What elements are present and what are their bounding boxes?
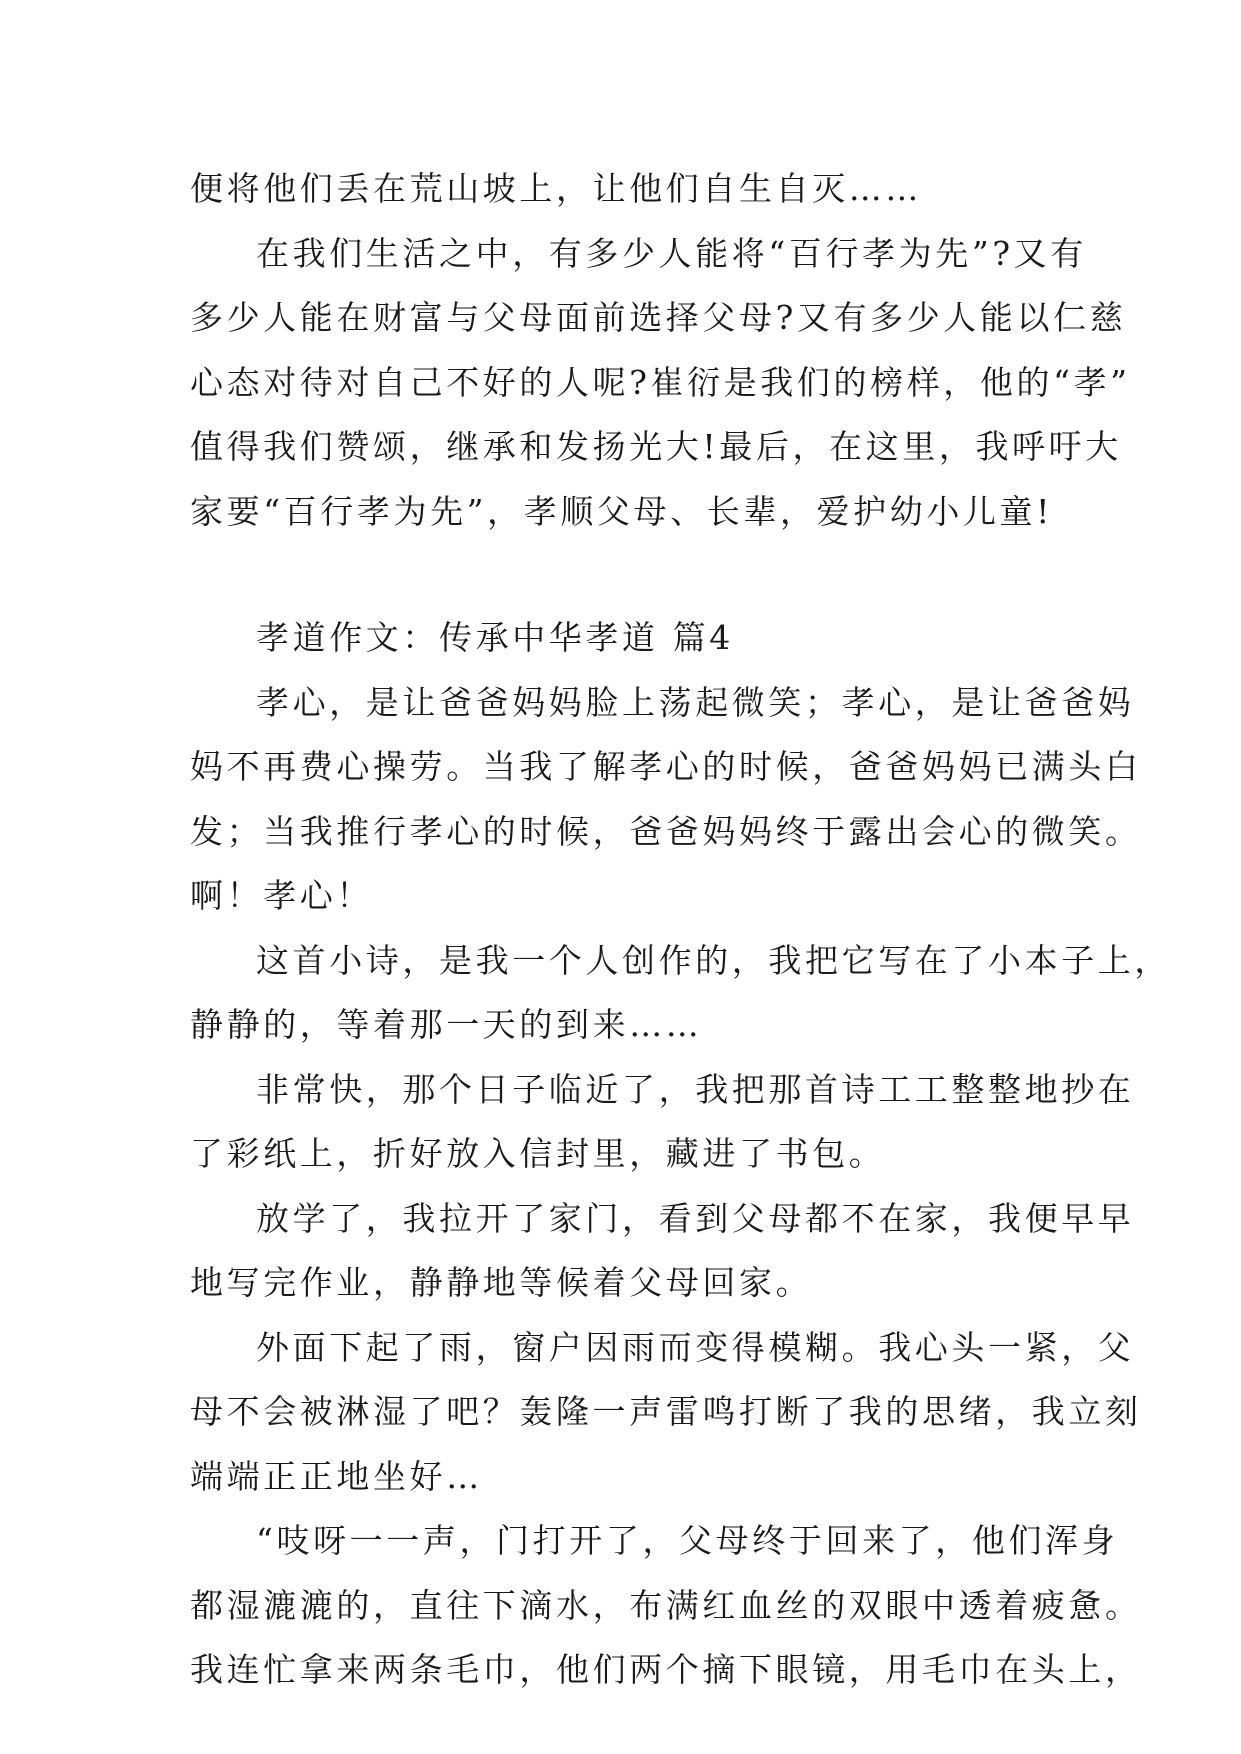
text-line: “吱呀一一声，门打开了，父母终于回来了，他们浑身 <box>256 1521 1119 1560</box>
text-line: 心态对待对自己不好的人呢?崔衍是我们的榜样，他的“孝” <box>190 362 1131 402</box>
text-line: 非常快，那个日子临近了，我把那首诗工工整整地抄在 <box>256 1069 1135 1109</box>
text-line: 在我们生活之中，有多少人能将“百行孝为先”?又有 <box>256 233 1087 273</box>
text-line: 便将他们丢在荒山坡上，让他们自生自灭…… <box>190 169 922 208</box>
text-line: 端端正正地坐好… <box>190 1456 483 1496</box>
text-line: 外面下起了雨，窗户因雨而变得模糊。我心头一紧，父 <box>256 1327 1135 1367</box>
text-line: 这首小诗，是我一个人创作的，我把它写在了小本子上， <box>256 940 1171 980</box>
text-line: 多少人能在财富与父母面前选择父母?又有多少人能以仁慈 <box>190 298 1127 337</box>
text-line: 静静的，等着那一天的到来…… <box>190 1005 703 1044</box>
text-line: 地写完作业，静静地等候着父母回家。 <box>190 1263 813 1302</box>
text-line: 孝心，是让爸爸妈妈脸上荡起微笑；孝心，是让爸爸妈 <box>256 682 1135 722</box>
text-line: 家要“百行孝为先”，孝顺父母、长辈，爱护幼小儿童! <box>190 491 1054 531</box>
text-line: 发；当我推行孝心的时候，爸爸妈妈终于露出会心的微笑。 <box>190 811 1142 851</box>
blank-line <box>190 544 1080 606</box>
text-line: 母不会被淋湿了吧？轰隆一声雷鸣打断了我的思绪，我立刻 <box>190 1392 1142 1431</box>
text-line: 了彩纸上，折好放入信封里，藏进了书包。 <box>190 1134 886 1173</box>
text-line: 值得我们赞颂，继承和发扬光大!最后，在这里，我呼吁大 <box>190 427 1122 466</box>
text-line: 妈不再费心操劳。当我了解孝心的时候，爸爸妈妈已满头白 <box>190 747 1142 786</box>
text-line: 我连忙拿来两条毛巾，他们两个摘下眼镜，用毛巾在头上， <box>190 1650 1142 1689</box>
text-line: 都湿漉漉的，直往下滴水，布满红血丝的双眼中透着疲惫。 <box>190 1585 1142 1625</box>
document-body <box>190 157 1171 1703</box>
section-heading: 孝道作文：传承中华孝道 篇4 <box>256 618 734 657</box>
text-line: 啊！孝心！ <box>190 876 373 915</box>
text-line: 放学了，我拉开了家门，看到父母都不在家，我便早早 <box>256 1198 1135 1238</box>
